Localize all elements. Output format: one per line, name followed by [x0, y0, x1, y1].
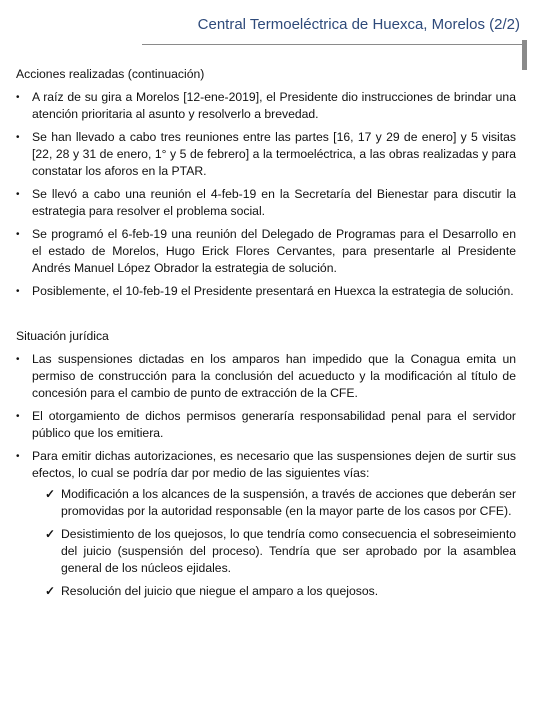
list-item-text: El otorgamiento de dichos permisos generaría responsabilidad penal para el servidor público que los emitiera. — [32, 409, 516, 440]
bullet-icon: • — [16, 411, 20, 422]
bullet-icon: • — [16, 92, 20, 103]
acciones-list — [16, 89, 516, 300]
bullet-icon: • — [16, 354, 20, 365]
bullet-icon: • — [16, 189, 20, 200]
check-item — [32, 486, 516, 520]
list-item-text: Se llevó a cabo una reunión el 4-feb-19 en la Secretaría del Bienestar para discutir la estrategia para resolver el problema social. — [32, 187, 516, 218]
list-item-text: Para emitir dichas autorizaciones, es necesario que las suspensiones dejen de surtir sus efectos, lo cual se podría dar por medio de las siguientes vías: — [32, 449, 516, 480]
header-divider — [142, 44, 523, 45]
checkmark-icon: ✓ — [45, 527, 56, 541]
situacion-list — [16, 351, 516, 600]
vias-list — [32, 486, 516, 600]
list-item-text: Las suspensiones dictadas en los amparos han impedido que la Conagua emita un permiso de construcción para la conclusión del acueducto y la modificación al título de concesión para el cambio de punto de extracción de la CFE. — [32, 352, 516, 400]
list-item-text: Posiblemente, el 10-feb-19 el Presidente presentará en Huexca la estrategia de solución. — [32, 284, 514, 298]
list-item — [16, 226, 516, 277]
bullet-icon: • — [16, 229, 20, 240]
list-item — [16, 89, 516, 123]
check-item-text: Desistimiento de los quejosos, lo que tendría como consecuencia el sobreseimiento del juicio (suspensión del proceso). Tendría que ser aprobado por la asamblea general de los núcleos ejidales. — [61, 527, 516, 575]
check-item-text: Resolución del juicio que niegue el amparo a los quejosos. — [61, 584, 379, 598]
list-item — [16, 448, 516, 600]
header-accent-bar — [522, 40, 527, 70]
list-item-text: Se han llevado a cabo tres reuniones entre las partes [16, 17 y 29 de enero] y 5 visitas [22, 28 y 31 de enero, 1° y 5 de febrero] a la termoeléctrica, a las obras realizadas y para constatar los aforos en la PTAR. — [32, 130, 516, 178]
check-item — [32, 526, 516, 577]
list-item — [16, 129, 516, 180]
list-item-text: A raíz de su gira a Morelos [12-ene-2019], el Presidente dio instrucciones de brindar una atención prioritaria al asunto y resolverlo a brevedad. — [32, 90, 516, 121]
list-item — [16, 351, 516, 402]
list-item — [16, 186, 516, 220]
list-item — [16, 408, 516, 442]
slide-body — [16, 66, 516, 606]
bullet-icon: • — [16, 132, 20, 143]
list-item-text: Se programó el 6-feb-19 una reunión del Delegado de Programas para el Desarrollo en el estado de Morelos, Hugo Erick Flores Cervantes, para presentarle al Presidente Andrés Manuel López Obrador la estrategia de solución. — [32, 227, 516, 275]
slide-title: Central Termoeléctrica de Huexca, Morelos (2/2) — [197, 16, 520, 33]
bullet-icon: • — [16, 286, 20, 297]
check-item — [32, 583, 516, 600]
bullet-icon: • — [16, 451, 20, 462]
section-title-acciones: Acciones realizadas (continuación) — [16, 67, 205, 81]
check-item-text: Modificación a los alcances de la suspensión, a través de acciones que deberán ser promovidas por la autoridad responsable (en la mayor parte de los casos por CFE). — [61, 487, 516, 518]
checkmark-icon: ✓ — [45, 584, 56, 598]
checkmark-icon: ✓ — [45, 487, 56, 501]
list-item — [16, 283, 516, 300]
section-title-situacion: Situación jurídica — [16, 329, 109, 343]
